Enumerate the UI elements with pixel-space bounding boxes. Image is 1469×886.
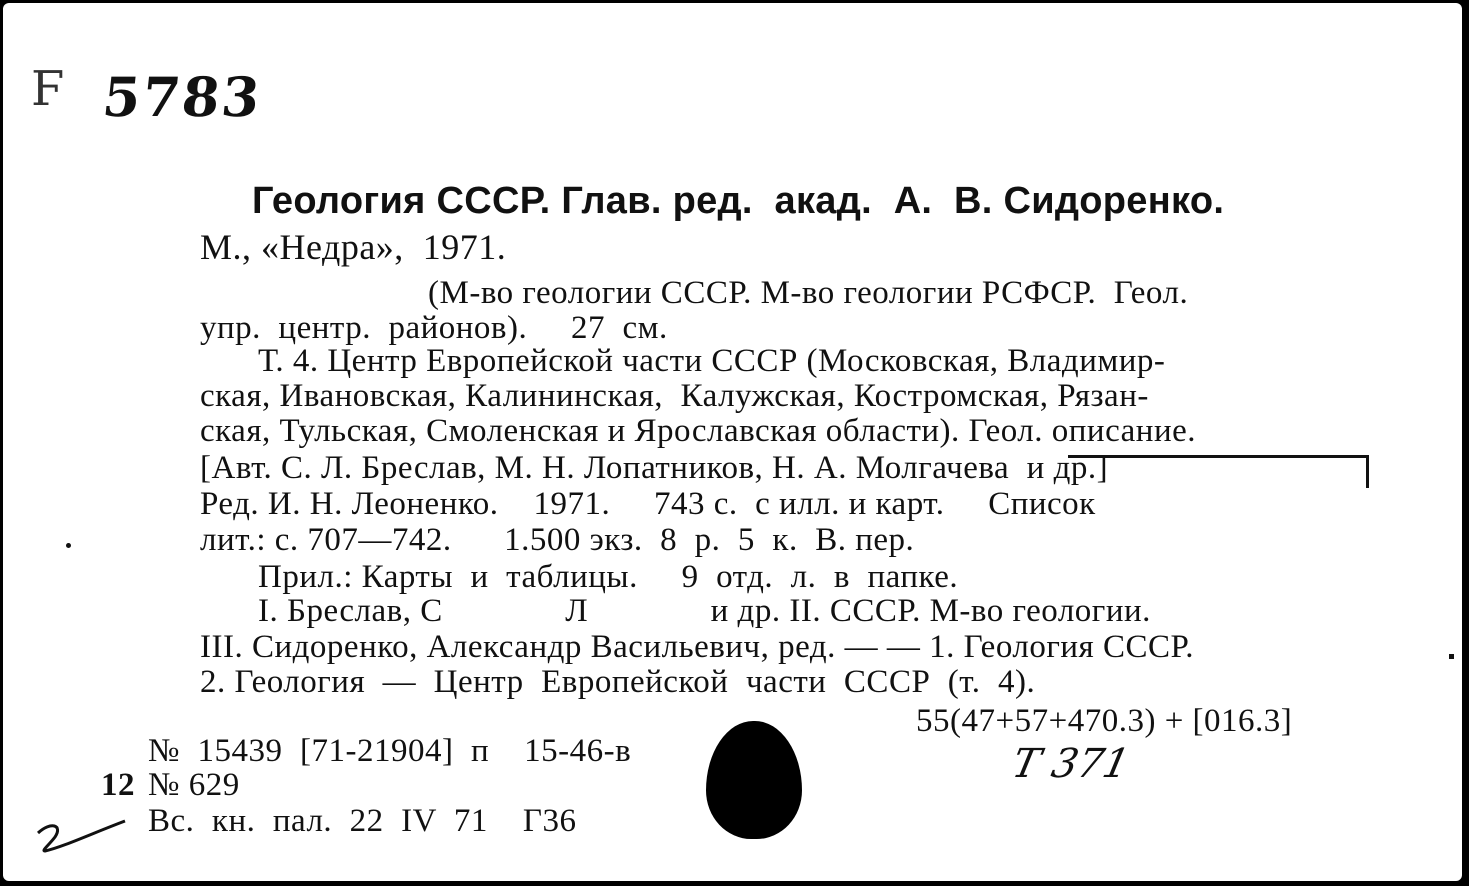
entry-line-7: Ред. И. Н. Леоненко. 1971. 743 с. с илл. и карт. Список: [200, 486, 1096, 522]
stray-dot: [66, 543, 71, 548]
handwritten-code: Т 371: [1008, 741, 1134, 787]
entry-publisher: М., «Недра», 1971.: [200, 227, 507, 267]
footer-line-1: № 15439 [71-21904] п 15-46-в: [148, 733, 632, 769]
entry-line-12: 2. Геология — Центр Европейской части СССР (т. 4).: [200, 664, 1036, 700]
entry-line-2: упр. центр. районов). 27 см.: [200, 310, 668, 346]
ink-blot: [706, 721, 802, 839]
classification-code: 55(47+57+470.3) + [016.3]: [916, 703, 1293, 739]
entry-line-6: [Авт. С. Л. Бреслав, М. Н. Лопатников, Н. А. Молгачева и др.]: [200, 450, 1109, 486]
entry-line-4: ская, Ивановская, Калининская, Калужская, Костромская, Рязан-: [200, 378, 1149, 414]
entry-line-11: III. Сидоренко, Александр Васильевич, ред. — — 1. Геология СССР.: [200, 629, 1194, 665]
entry-title: Геология СССР. Глав. ред. акад. А. В. Сидоренко.: [252, 180, 1225, 222]
signature-scribble: [33, 811, 133, 861]
inventory-number: 5783: [99, 65, 265, 129]
entry-line-10: I. Бреслав, С Л и др. II. СССР. М-во геологии.: [258, 593, 1151, 629]
margin-mark: Ϝ: [31, 61, 65, 117]
entry-line-8: лит.: с. 707—742. 1.500 экз. 8 р. 5 к. В. пер.: [200, 522, 915, 558]
footer-line-2: № 629: [148, 767, 240, 803]
entry-line-9: Прил.: Карты и таблицы. 9 отд. л. в папке.: [258, 559, 959, 595]
catalog-card: [3, 3, 1462, 881]
footer-number-12: 12: [101, 767, 135, 803]
entry-line-3: Т. 4. Центр Европейской части СССР (Московская, Владимир-: [258, 343, 1166, 379]
bracket-mark: [1068, 455, 1369, 488]
entry-line-5: ская, Тульская, Смоленская и Ярославская области). Геол. описание.: [200, 413, 1197, 449]
stray-dot: [1449, 654, 1454, 659]
entry-line-1: (М-во геологии СССР. М-во геологии РСФСР. Геол.: [428, 275, 1189, 311]
footer-line-3: Вс. кн. пал. 22 IV 71 Г36: [148, 803, 577, 839]
